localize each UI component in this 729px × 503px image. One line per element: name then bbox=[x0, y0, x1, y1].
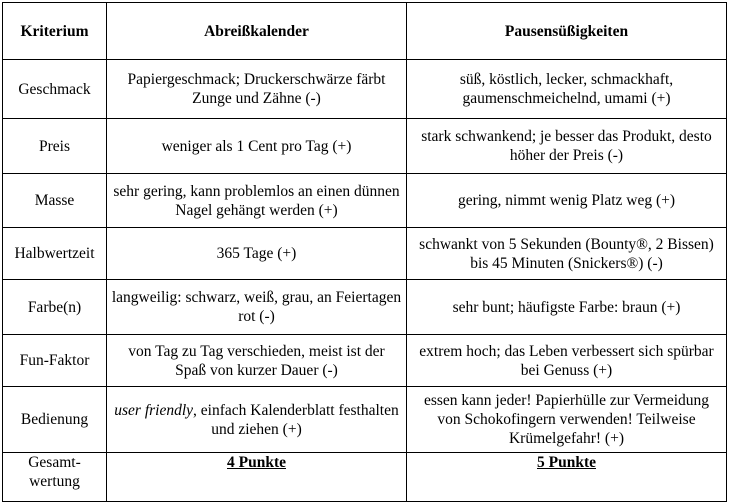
row-value-a-rest: , einfach Kalenderblatt festhalten und ziehen (+) bbox=[193, 401, 399, 438]
table-row bbox=[3, 174, 727, 228]
header-criterion: Kriterium bbox=[3, 3, 107, 60]
row-criterion: Halbwertzeit bbox=[3, 228, 107, 280]
row-criterion: Bedienung bbox=[3, 387, 107, 453]
row-value-a: langweilig: schwarz, weiß, grau, an Feiertagen rot (-) bbox=[107, 280, 407, 335]
total-value-b: 5 Punkte bbox=[407, 453, 727, 502]
row-criterion: Farbe(n) bbox=[3, 280, 107, 335]
italic-term: user friendly bbox=[114, 401, 194, 419]
header-pausensuessigkeiten: Pausensüßigkeiten bbox=[407, 3, 727, 60]
row-value-b: sehr bunt; häufigste Farbe: braun (+) bbox=[407, 280, 727, 335]
row-value-b: süß, köstlich, lecker, schmackhaft, gaumenschmeichelnd, umami (+) bbox=[407, 60, 727, 119]
row-value-b: schwankt von 5 Sekunden (Bounty®, 2 Bissen) bis 45 Minuten (Snickers®) (-) bbox=[407, 228, 727, 280]
total-value-a: 4 Punkte bbox=[107, 453, 407, 502]
table-row bbox=[3, 335, 727, 387]
total-row bbox=[3, 453, 727, 502]
row-criterion: Masse bbox=[3, 174, 107, 228]
comparison-table bbox=[2, 2, 727, 502]
row-value-a: 365 Tage (+) bbox=[107, 228, 407, 280]
row-value-b: stark schwankend; je besser das Produkt, desto höher der Preis (-) bbox=[407, 119, 727, 174]
row-value-b: gering, nimmt wenig Platz weg (+) bbox=[407, 174, 727, 228]
row-value-a: Papiergeschmack; Druckerschwärze färbt Zunge und Zähne (-) bbox=[107, 60, 407, 119]
table-row bbox=[3, 119, 727, 174]
total-criterion: Gesamt-wertung bbox=[3, 453, 107, 502]
row-value-b: extrem hoch; das Leben verbessert sich spürbar bei Genuss (+) bbox=[407, 335, 727, 387]
row-value-a: weniger als 1 Cent pro Tag (+) bbox=[107, 119, 407, 174]
row-criterion: Fun-Faktor bbox=[3, 335, 107, 387]
table-row bbox=[3, 280, 727, 335]
row-value-b: essen kann jeder! Papierhülle zur Vermeidung von Schokofingern verwenden! Teilweise Krümelgefahr! (+) bbox=[407, 387, 727, 453]
header-abreisskalender: Abreißkalender bbox=[107, 3, 407, 60]
table-row bbox=[3, 387, 727, 453]
row-value-a: von Tag zu Tag verschieden, meist ist der Spaß von kurzer Dauer (-) bbox=[107, 335, 407, 387]
table-row bbox=[3, 60, 727, 119]
header-row bbox=[3, 3, 727, 60]
row-criterion: Geschmack bbox=[3, 60, 107, 119]
row-value-a bbox=[107, 387, 407, 453]
table-row bbox=[3, 228, 727, 280]
row-value-a: sehr gering, kann problemlos an einen dünnen Nagel gehängt werden (+) bbox=[107, 174, 407, 228]
row-criterion: Preis bbox=[3, 119, 107, 174]
